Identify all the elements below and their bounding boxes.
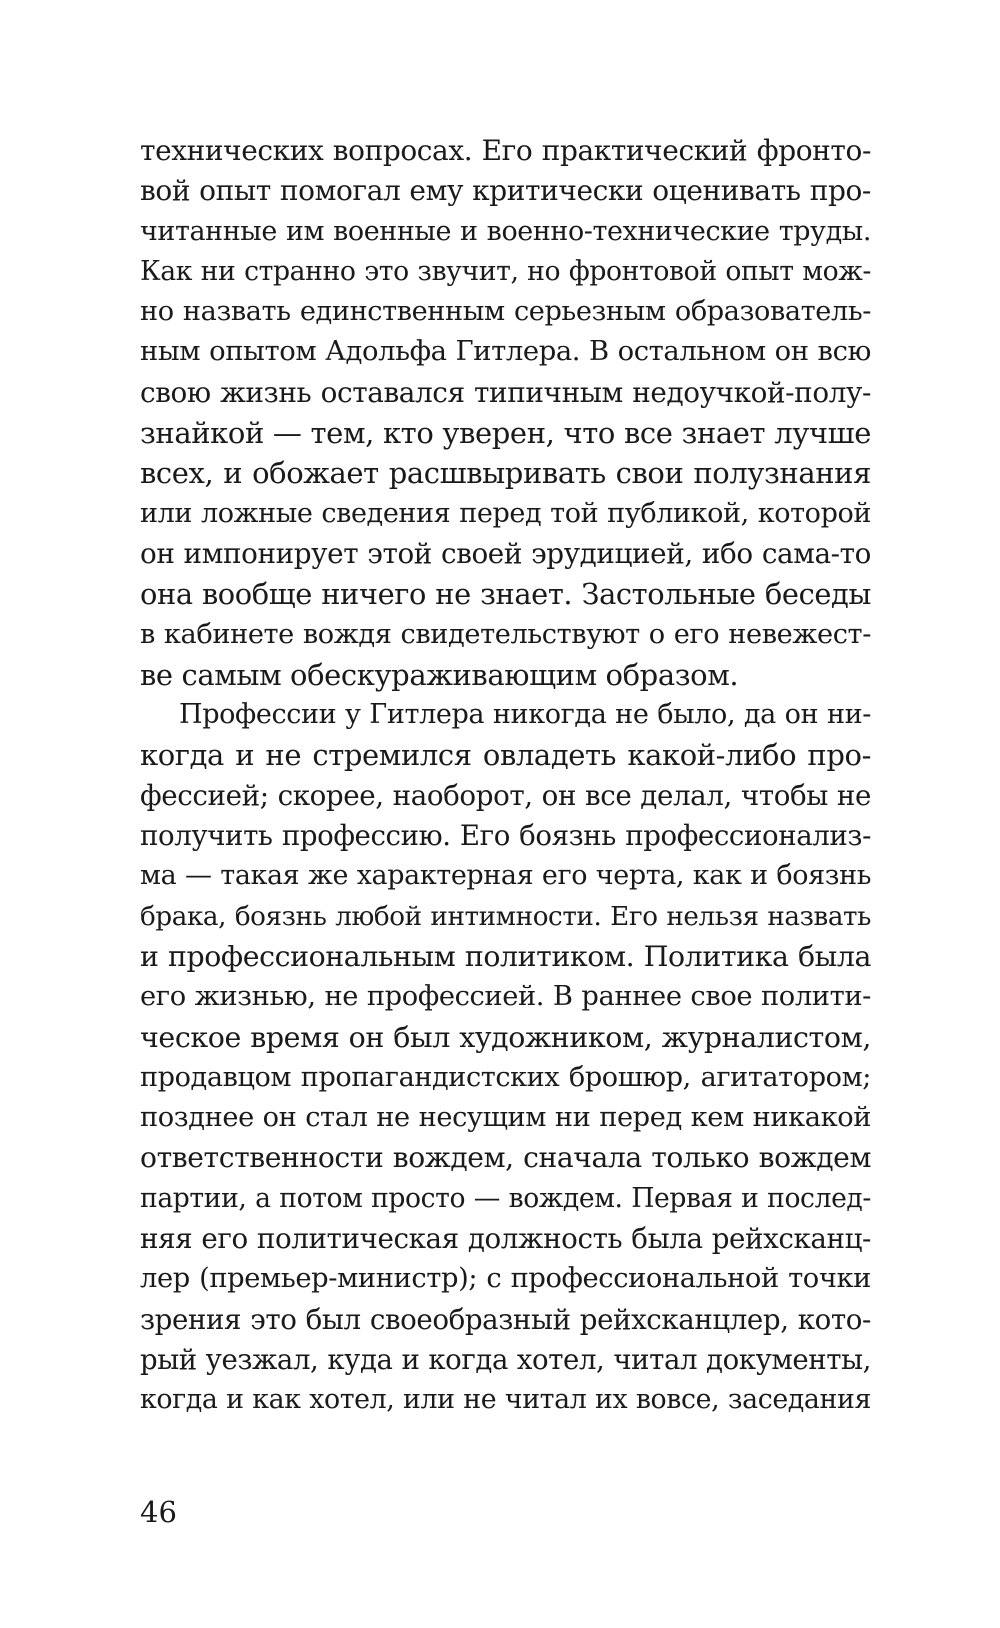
text-line: Как ни странно это звучит, но фронтовой опыт мож- — [140, 255, 871, 287]
paragraph-2 — [140, 695, 871, 1420]
text-line: ным опытом Адольфа Гитлера. В остальном он всю — [140, 336, 871, 368]
text-line: брака, боязнь любой интимности. Его нельзя назвать — [140, 901, 871, 932]
text-line: знайкой — тем, кто уверен, что все знает лучше — [140, 416, 871, 451]
text-line: ческое время он был художником, журналистом, — [140, 1020, 871, 1054]
page-number: 46 — [140, 1495, 177, 1529]
text-line: всех, и обожает расшвыривать свои полузнания — [140, 456, 871, 491]
text-line: зрения это был своеобразный рейхсканцлер, кото- — [140, 1302, 871, 1336]
text-line: и профессиональным политиком. Политика была — [140, 939, 871, 973]
text-line: она вообще ничего не знает. Застольные беседы — [140, 577, 871, 612]
text-line: или ложные сведения перед той публикой, которой — [140, 497, 871, 529]
text-line: няя его политическая должность была рейхсканц- — [140, 1222, 871, 1256]
text-line: фессией; скорее, наоборот, он все делал, чтобы не — [140, 778, 871, 812]
text-line: партии, а потом просто — вождем. Первая и послед- — [140, 1182, 871, 1214]
text-line: ве самым обескураживающим образом. — [140, 657, 739, 692]
text-line: технических вопросах. Его практический фронто- — [140, 134, 871, 167]
text-line: в кабинете вождя свидетельствуют о его невежест- — [140, 618, 871, 650]
paragraph-1 — [140, 131, 871, 695]
text-line: позднее он стал не несущим ни перед кем никакой — [140, 1102, 871, 1134]
text-line: ответственности вождем, сначала только вождем — [140, 1141, 871, 1175]
text-line: когда и не стремился овладеть какой-либо про- — [140, 738, 871, 773]
text-line: продавцом пропагандистских брошюр, агитатором; — [140, 1061, 871, 1093]
text-line: вой опыт помогал ему критически оценивать про- — [140, 174, 871, 208]
text-line: получить профессию. Его боязнь профессионализ- — [140, 819, 871, 853]
text-line: он импонирует этой своей эрудицией, ибо сама-то — [140, 536, 871, 570]
text-line: но назвать единственным серьезным образователь- — [140, 296, 871, 328]
text-line: свою жизнь оставался типичным недоучкой-полу- — [140, 375, 871, 409]
text-line: рый уезжал, куда и когда хотел, читал документы, — [140, 1343, 871, 1376]
text-line: ма — такая же характерная его черта, как и боязнь — [140, 860, 871, 892]
text-line: его жизнью, не профессией. В раннее свое полити- — [140, 981, 871, 1013]
body-text — [140, 131, 871, 1421]
text-line: лер (премьер-министр); с профессиональной точки — [140, 1263, 871, 1295]
text-line: Профессии у Гитлера никогда не было, да он ни- — [179, 699, 871, 731]
text-line: когда и как хотел, или не читал их вовсе, заседания — [140, 1384, 871, 1416]
text-line: читанные им военные и военно-технические труды. — [140, 215, 871, 247]
